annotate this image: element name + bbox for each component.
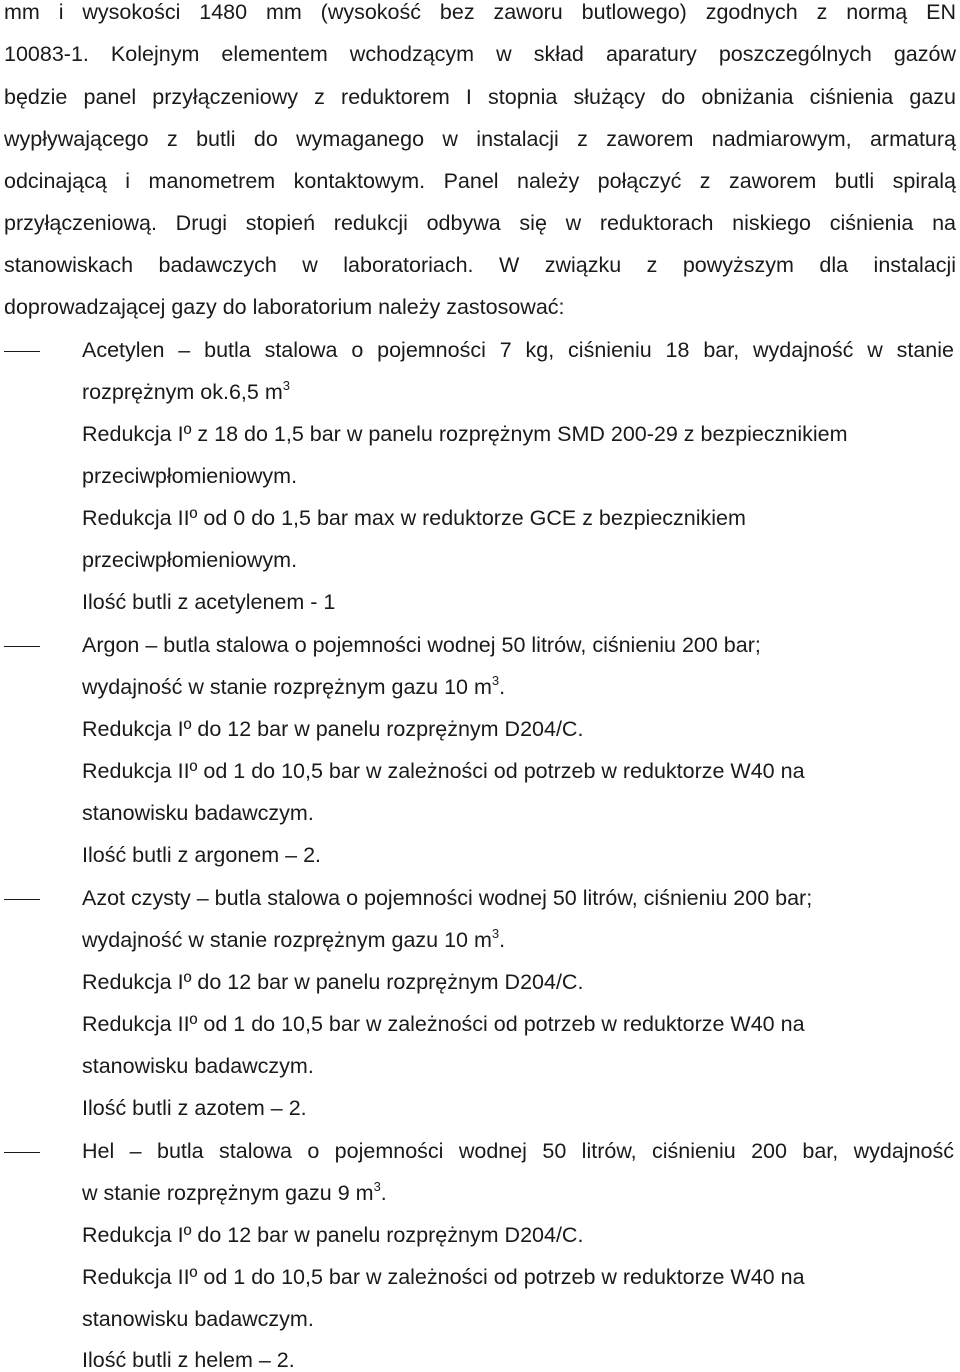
- intro-line: doprowadzającej gazy do laboratorium należy zastosować:: [4, 295, 565, 319]
- gas-detail-line: stanowisku badawczym.: [82, 1307, 314, 1331]
- gas-item-acetylen-capacity: rozprężnym ok.6,5 $m^3$: [82, 378, 290, 404]
- gas-item-acetylen-title: Acetylen – butla stalowa o pojemności 7 kg, ciśnieniu 18 bar, wydajność w stanie: [82, 338, 954, 362]
- intro-line: stanowiskach badawczych w laboratoriach. W związku z powyższym dla instalacji: [4, 253, 956, 277]
- intro-line: przyłączeniową. Drugi stopień redukcji odbywa się w reduktorach niskiego ciśnienia na: [4, 211, 956, 235]
- gas-detail-line: Ilość butli z argonem – 2.: [82, 843, 322, 867]
- list-dash: [4, 899, 40, 900]
- gas-detail-line: Redukcja Iº z 18 do 1,5 bar w panelu rozprężnym SMD 200-29 z bezpiecznikiem: [82, 422, 848, 446]
- gas-detail-line: Redukcja IIº od 1 do 10,5 bar w zależności od potrzeb w reduktorze W40 na: [82, 759, 805, 783]
- gas-item-azot-title: Azot czysty – butla stalowa o pojemności wodnej 50 litrów, ciśnieniu 200 bar;: [82, 886, 813, 910]
- gas-detail-line: Ilość butli z acetylenem - 1: [82, 590, 336, 614]
- list-dash: [4, 1152, 40, 1153]
- intro-line: mm i wysokości 1480 mm (wysokość bez zaworu butlowego) zgodnych z normą EN: [4, 0, 956, 24]
- gas-item-argon-capacity: wydajność w stanie rozprężnym gazu 10 $m^3$.: [82, 673, 506, 699]
- list-dash: [4, 351, 40, 352]
- gas-detail-line: Redukcja IIº od 1 do 10,5 bar w zależności od potrzeb w reduktorze W40 na: [82, 1012, 805, 1036]
- gas-item-argon-title: Argon – butla stalowa o pojemności wodnej 50 litrów, ciśnieniu 200 bar;: [82, 633, 761, 657]
- gas-item-azot-capacity: wydajność w stanie rozprężnym gazu 10 $m^3$.: [82, 926, 506, 952]
- gas-detail-line: przeciwpłomieniowym.: [82, 548, 298, 572]
- gas-detail-line: Ilość butli z helem – 2.: [82, 1348, 295, 1372]
- gas-detail-line: Ilość butli z azotem – 2.: [82, 1096, 307, 1120]
- gas-detail-line: Redukcja IIº od 1 do 10,5 bar w zależności od potrzeb w reduktorze W40 na: [82, 1265, 805, 1289]
- list-dash: [4, 646, 40, 647]
- gas-detail-line: Redukcja Iº do 12 bar w panelu rozprężnym D204/C.: [82, 1223, 584, 1247]
- intro-line: 10083-1. Kolejnym elementem wchodzącym w skład aparatury poszczególnych gazów: [4, 42, 956, 66]
- gas-detail-line: Redukcja Iº do 12 bar w panelu rozprężnym D204/C.: [82, 970, 584, 994]
- intro-line: będzie panel przyłączeniowy z reduktorem I stopnia służący do obniżania ciśnienia gazu: [4, 85, 956, 109]
- gas-detail-line: Redukcja Iº do 12 bar w panelu rozprężnym D204/C.: [82, 717, 584, 741]
- gas-detail-line: stanowisku badawczym.: [82, 1054, 314, 1078]
- gas-detail-line: stanowisku badawczym.: [82, 801, 314, 825]
- gas-item-hel-title: Hel – butla stalowa o pojemności wodnej 50 litrów, ciśnieniu 200 bar, wydajność: [82, 1139, 954, 1163]
- gas-item-hel-capacity: w stanie rozprężnym gazu 9 $m^3$.: [82, 1179, 387, 1205]
- gas-detail-line: przeciwpłomieniowym.: [82, 464, 298, 488]
- gas-detail-line: Redukcja IIº od 0 do 1,5 bar max w reduktorze GCE z bezpiecznikiem: [82, 506, 746, 530]
- intro-line: wypływającego z butli do wymaganego w instalacji z zaworem nadmiarowym, armaturą: [4, 127, 956, 151]
- intro-line: odcinającą i manometrem kontaktowym. Panel należy połączyć z zaworem butli spiralą: [4, 169, 956, 193]
